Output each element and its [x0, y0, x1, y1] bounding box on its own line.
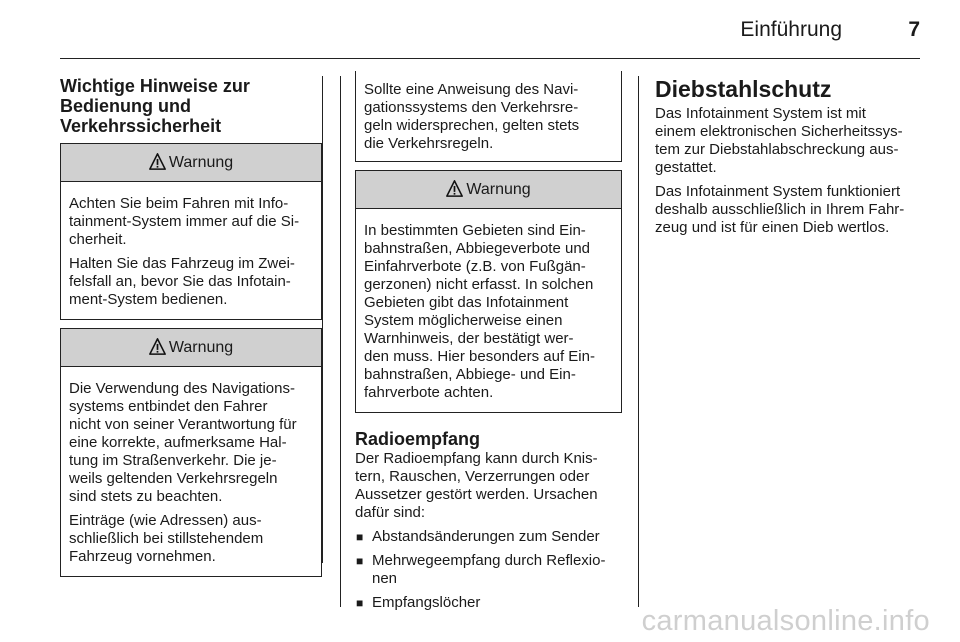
page-number: 7	[908, 18, 920, 41]
column-left	[60, 76, 322, 585]
chapter-title: Einführung	[740, 18, 842, 41]
warning-paragraph: Halten Sie das Fahrzeug im Zwei- felsfall an, bevor Sie das Infotain- ment-System bedienen.	[69, 255, 295, 308]
square-bullet-icon: ■	[356, 530, 364, 544]
warning-header	[61, 144, 321, 182]
warning-title: Warnung	[466, 180, 531, 198]
list-item: ■ Abstandsänderungen zum Sender	[356, 528, 600, 545]
watermark: carmanualsonline.info	[641, 605, 930, 637]
warning-box-3	[355, 170, 622, 413]
list-item: ■ Mehrwegeempfang durch Reflexio- nen	[356, 552, 606, 587]
section-heading-theft: Diebstahlschutz	[655, 76, 832, 102]
list-item: ■ Empfangslöcher	[356, 594, 481, 611]
section-heading-radio: Radioempfang	[355, 429, 481, 449]
warning-title: Warnung	[168, 338, 234, 356]
warning-box-2	[60, 328, 322, 577]
section-heading-safety: Wichtige Hinweise zur Bedienung und Verkehrssicherheit	[60, 76, 250, 136]
square-bullet-icon: ■	[356, 596, 364, 610]
warning-continuation-box	[355, 71, 622, 162]
note-paragraph: Sollte eine Anweisung des Navi- gationssystems den Verkehrsre- geln widersprechen, gelten stets die Verkehrsregeln.	[364, 81, 580, 152]
column-divider-2	[340, 76, 341, 607]
header-divider	[60, 58, 920, 59]
warning-body	[356, 209, 621, 412]
radio-causes-list	[355, 528, 622, 612]
square-bullet-icon: ■	[356, 554, 364, 568]
warning-header	[356, 171, 621, 209]
theft-paragraph: Das Infotainment System funktioniert deshalb ausschließlich in Ihrem Fahr- zeug und ist für einen Dieb wertlos.	[655, 183, 905, 236]
warning-box-1	[60, 143, 322, 320]
warning-paragraph: Einträge (wie Adressen) aus- schließlich bei stillstehendem Fahrzeug vornehmen.	[69, 512, 264, 565]
warning-body	[61, 182, 321, 319]
theft-paragraph: Das Infotainment System ist mit einem elektronischen Sicherheitssys- tem zur Diebstahlabschreckung aus- gestattet.	[655, 105, 903, 176]
warning-paragraph: Achten Sie beim Fahren mit Info- tainment-System immer auf die Si- cherheit.	[69, 195, 300, 248]
warning-paragraph: Die Verwendung des Navigations- systems entbindet den Fahrer nicht von seiner Verantwortung für eine korrekte, aufmerksame Hal- tung im Straßenverkehr. Die je- weils geltenden Verkehrsregeln sind stets zu beachten.	[69, 380, 297, 505]
warning-title: Warnung	[168, 153, 234, 171]
column-divider-3	[638, 76, 639, 607]
warning-paragraph: In bestimmten Gebieten sind Ein- bahnstraßen, Abbiegeverbote und Einfahrverbote (z.B. von Fußgän- gerzonen) nicht erfasst. In solchen Gebieten gibt das Infotainment System möglicherweise einen Warnhinweis, der bestätigt wer- den muss. Hier besonders auf Ein- bahnstraßen, Abbiege- und Ein- fahrverbote achten.	[364, 222, 595, 401]
radio-intro-paragraph: Der Radioempfang kann durch Knis- tern, Rauschen, Verzerrungen oder Aussetzer gestört werden. Ursachen dafür sind:	[355, 450, 598, 521]
column-divider-1	[322, 76, 323, 563]
column-right	[655, 76, 923, 243]
column-middle	[355, 76, 622, 618]
warning-body	[61, 367, 321, 576]
warning-header	[61, 329, 321, 367]
